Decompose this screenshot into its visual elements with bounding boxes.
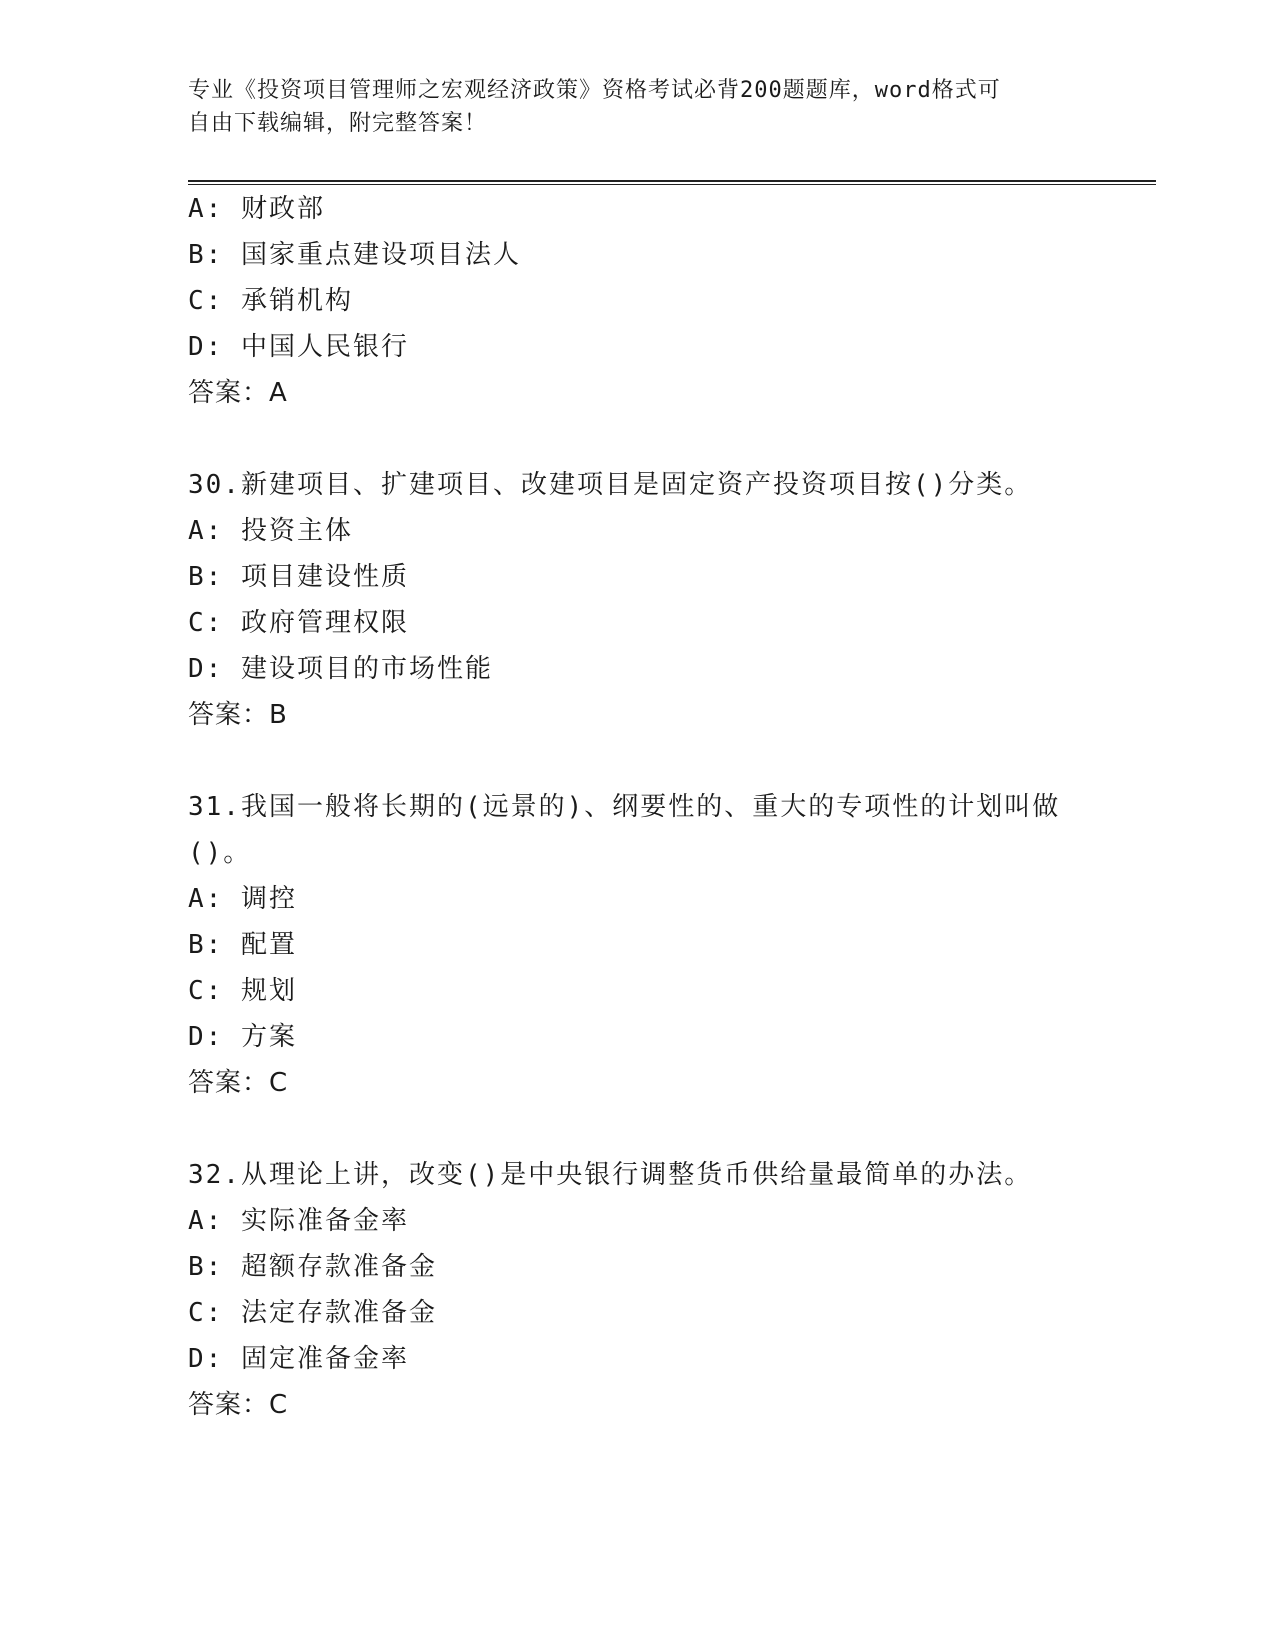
question-block-30 bbox=[188, 462, 1088, 738]
question-block-29 bbox=[188, 186, 1088, 416]
question-stem: 32.从理论上讲，改变()是中央银行调整货币供给量最简单的办法。 bbox=[188, 1160, 1033, 1190]
option-d: D: 方案 bbox=[188, 1022, 297, 1052]
option-b: B: 国家重点建设项目法人 bbox=[188, 240, 521, 270]
option-a: A: 实际准备金率 bbox=[188, 1206, 409, 1236]
spacer bbox=[188, 1106, 1088, 1152]
header-title-line-2: 自由下载编辑，附完整答案！ bbox=[188, 111, 488, 136]
spacer bbox=[188, 738, 1088, 784]
question-list bbox=[188, 186, 1088, 1428]
header-title-line-1: 专业《投资项目管理师之宏观经济政策》资格考试必背200题题库，word格式可 bbox=[188, 78, 1001, 103]
option-a: A: 调控 bbox=[188, 884, 297, 914]
option-a: A: 财政部 bbox=[188, 194, 325, 224]
option-a: A: 投资主体 bbox=[188, 516, 353, 546]
answer-line: 答案：C bbox=[188, 1068, 289, 1098]
option-d: D: 建设项目的市场性能 bbox=[188, 654, 493, 684]
question-block-32 bbox=[188, 1152, 1088, 1428]
option-c: C: 承销机构 bbox=[188, 286, 353, 316]
option-b: B: 项目建设性质 bbox=[188, 562, 409, 592]
question-block-31 bbox=[188, 784, 1088, 1106]
question-stem-line-1: 31.我国一般将长期的(远景的)、纲要性的、重大的专项性的计划叫做 bbox=[188, 792, 1061, 822]
option-c: C: 政府管理权限 bbox=[188, 608, 409, 638]
answer-line: 答案：A bbox=[188, 378, 288, 408]
option-b: B: 配置 bbox=[188, 930, 297, 960]
option-d: D: 中国人民银行 bbox=[188, 332, 409, 362]
option-c: C: 法定存款准备金 bbox=[188, 1298, 437, 1328]
answer-line: 答案：B bbox=[188, 700, 288, 730]
option-b: B: 超额存款准备金 bbox=[188, 1252, 437, 1282]
header-divider bbox=[188, 180, 1156, 185]
option-c: C: 规划 bbox=[188, 976, 297, 1006]
answer-line: 答案：C bbox=[188, 1390, 289, 1420]
spacer bbox=[188, 416, 1088, 462]
question-stem-line-2: ()。 bbox=[188, 838, 252, 868]
question-stem: 30.新建项目、扩建项目、改建项目是固定资产投资项目按()分类。 bbox=[188, 470, 1033, 500]
option-d: D: 固定准备金率 bbox=[188, 1344, 409, 1374]
document-header bbox=[188, 74, 1068, 140]
